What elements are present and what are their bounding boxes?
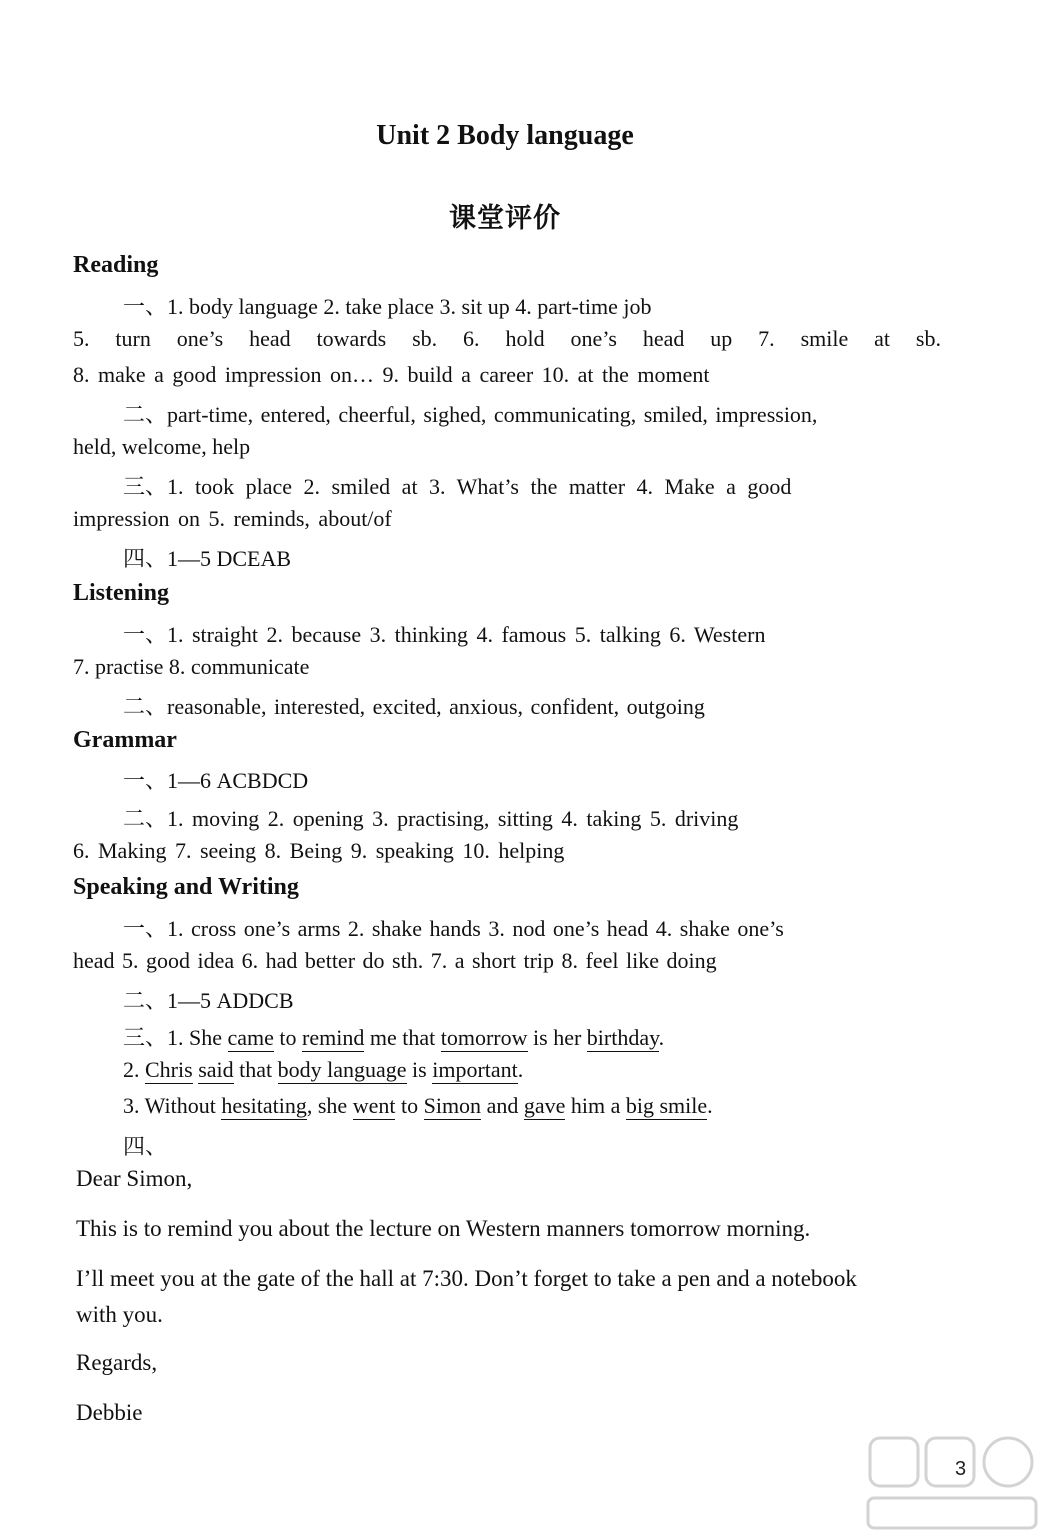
grammar-part1: 一、1—6 ACBDCD (123, 768, 309, 793)
letter-paragraph-2-line1: I’ll meet you at the gate of the hall at 7:30. Don’t forget to take a pen and a notebook (76, 1266, 857, 1291)
speaking-part1-line2: head 5. good idea 6. had better do sth. 7. a short trip 8. feel like doing (73, 948, 717, 973)
speaking-part2: 二、1—5 ADDCB (123, 988, 294, 1013)
grammar-heading: Grammar (73, 727, 177, 753)
letter-paragraph-1: This is to remind you about the lecture on Western manners tomorrow morning. (76, 1216, 811, 1241)
listening-part1-line1: 一、1. straight 2. because 3. thinking 4. famous 5. talking 6. Western (123, 622, 766, 647)
letter-paragraph-2-line2: with you. (76, 1302, 163, 1327)
speaking-writing-heading: Speaking and Writing (73, 874, 299, 900)
letter-greeting: Dear Simon, (76, 1166, 193, 1191)
reading-part3-line2: impression on 5. reminds, about/of (73, 506, 392, 531)
underlined-word: birthday (586, 1025, 659, 1050)
speaking-part3-sentence3: 3. Without hesitating, she went to Simon and gave him a big smile. (123, 1093, 713, 1118)
underlined-word: hesitating (221, 1093, 307, 1118)
underlined-word: went (352, 1093, 396, 1118)
underlined-word: important (432, 1057, 518, 1082)
reading-part1-line2: 5. turn one’s head towards sb. 6. hold one’s head up 7. smile at sb. (73, 326, 941, 351)
letter-closing: Regards, (76, 1350, 158, 1375)
reading-part1-line1: 一、1. body language 2. take place 3. sit up 4. part-time job (123, 294, 652, 319)
reading-part2-line2: held, welcome, help (73, 434, 251, 459)
speaking-part4: 四、 (123, 1134, 168, 1159)
letter-signature: Debbie (76, 1400, 143, 1425)
underlined-word: came (227, 1025, 274, 1050)
underlined-word: gave (523, 1093, 566, 1118)
underlined-word: tomorrow (440, 1025, 528, 1050)
page-number: 3 (955, 1458, 967, 1480)
speaking-part3-sentence2: 2. Chris said that body language is important. (123, 1057, 524, 1082)
underlined-word: big smile (625, 1093, 708, 1118)
reading-heading: Reading (73, 252, 159, 278)
reading-part2-line1: 二、part-time, entered, cheerful, sighed, communicating, smiled, impression, (123, 402, 818, 427)
listening-part2: 二、reasonable, interested, excited, anxious, confident, outgoing (123, 694, 705, 719)
reading-part3-line1: 三、1. took place 2. smiled at 3. What’s the matter 4. Make a good (123, 474, 792, 499)
speaking-part1-line1: 一、1. cross one’s arms 2. shake hands 3. nod one’s head 4. shake one’s (123, 916, 784, 941)
grammar-part2-line2: 6. Making 7. seeing 8. Being 9. speaking 10. helping (73, 838, 565, 863)
watermark-logo (862, 1430, 1042, 1534)
underlined-word: said (198, 1057, 234, 1082)
listening-heading: Listening (73, 580, 170, 606)
speaking-part3-sentence1: 三、1. She came to remind me that tomorrow is her birthday. (123, 1025, 665, 1050)
underlined-word: Chris (145, 1057, 193, 1082)
reading-part4: 四、1—5 DCEAB (123, 546, 292, 571)
section-subtitle: 课堂评价 (449, 203, 561, 234)
underlined-word: Simon (423, 1093, 482, 1118)
underlined-word: body language (277, 1057, 407, 1082)
reading-part1-line3: 8. make a good impression on… 9. build a career 10. at the moment (73, 362, 710, 387)
unit-title: Unit 2 Body language (376, 120, 634, 151)
listening-part1-line2: 7. practise 8. communicate (73, 654, 310, 679)
underlined-word: remind (302, 1025, 365, 1050)
grammar-part2-line1: 二、1. moving 2. opening 3. practising, sitting 4. taking 5. driving (123, 806, 739, 831)
